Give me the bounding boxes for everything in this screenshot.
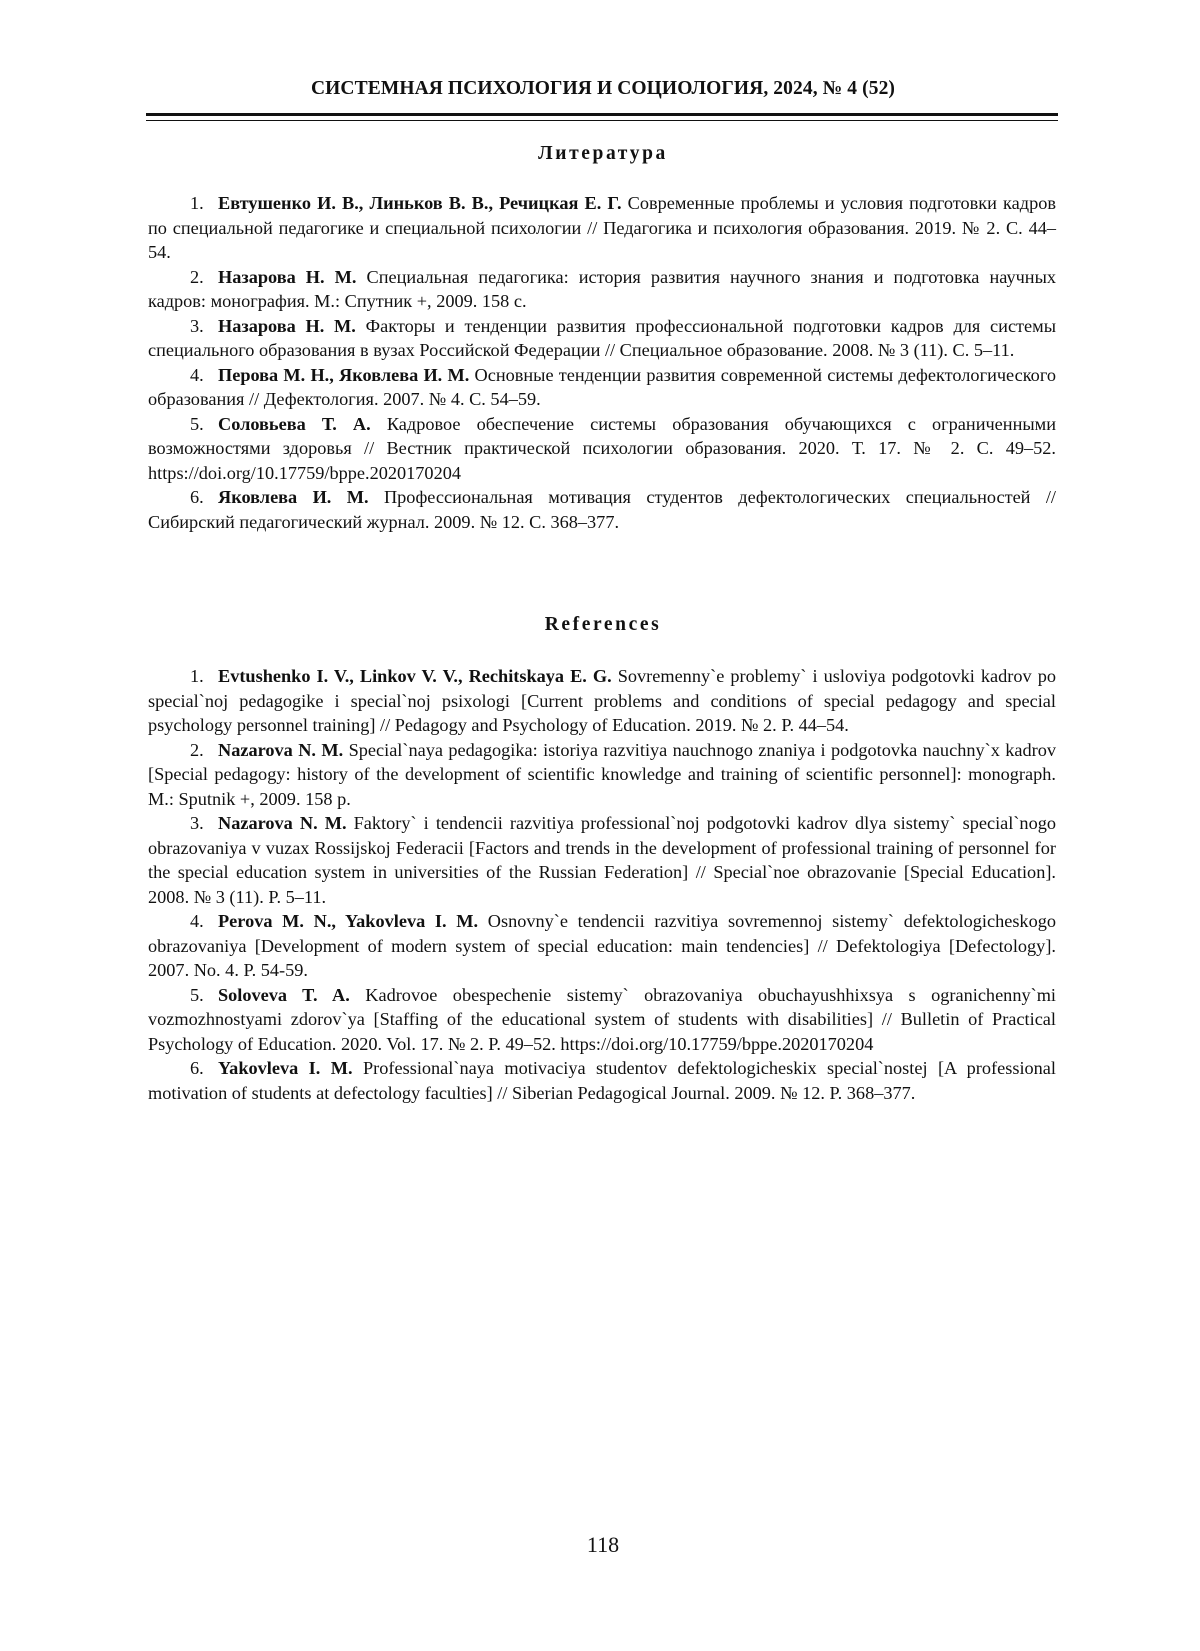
reference-item — [148, 412, 1056, 486]
reference-item — [148, 363, 1056, 412]
reference-text: Основные тенденции развития современной системы дефектологического образования // Дефектология. 2007. № 4. С. 54–59. — [148, 365, 1056, 410]
reference-text: Профессиональная мотивация студентов дефектологических специальностей // Сибирский педагогический журнал. 2009. № 12. С. 368–377. — [148, 487, 1056, 532]
reference-text: Faktory` i tendencii razvitiya professional`noj podgotovki kadrov dlya sistemy` special`nogo obrazovaniya v vuzax Rossijskoj Federacii [Factors and trends in the development of professional training of personnel for the special education system in universities of the Russian Federation] // Special`noe obrazovanie [Special Education]. 2008. № 3 (11). P. 5–11. — [148, 813, 1056, 907]
reference-authors: Perova M. N., Yakovleva I. M. — [218, 911, 478, 931]
reference-number: 3. — [190, 811, 218, 836]
literature-title: Литература — [148, 143, 1058, 165]
reference-number: 2. — [190, 265, 218, 290]
reference-item — [148, 265, 1056, 314]
reference-item — [148, 811, 1056, 909]
reference-authors: Евтушенко И. В., Линьков В. В., Речицкая Е. Г. — [218, 193, 622, 213]
reference-item — [148, 909, 1056, 983]
reference-authors: Перова М. Н., Яковлева И. М. — [218, 365, 469, 385]
literature-list — [148, 191, 1056, 534]
reference-authors: Nazarova N. M. — [218, 740, 343, 760]
reference-text: Факторы и тенденции развития профессиональной подготовки кадров для системы специального образования в вузах Российской Федерации // Специальное образование. 2008. № 3 (11). С. 5–11. — [148, 316, 1056, 361]
reference-number: 6. — [190, 485, 218, 510]
reference-number: 1. — [190, 664, 218, 689]
reference-text: Современные проблемы и условия подготовки кадров по специальной педагогике и специальной психологии // Педагогика и психология образования. 2019. № 2. С. 44–54. — [148, 193, 1056, 262]
reference-authors: Назарова Н. М. — [218, 316, 356, 336]
reference-text: Osnovny`e tendencii razvitiya sovremennoj sistemy` defektologicheskogo obrazovaniya [Development of modern system of special education: main tendencies] // Defektologiya [Defectology]. 2007. No. 4. P. 54-59. — [148, 911, 1056, 980]
reference-item — [148, 485, 1056, 534]
reference-item — [148, 738, 1056, 812]
reference-number: 6. — [190, 1056, 218, 1081]
reference-text: Professional`naya motivaciya studentov defektologicheskix special`nostej [A professional motivation of students at defectology faculties] // Siberian Pedagogical Journal. 2009. № 12. P. 368–377. — [148, 1058, 1056, 1103]
reference-text: Кадровое обеспечение системы образования обучающихся с ограниченными возможностями здоровья // Вестник практической психологии образования. 2020. Т. 17. № 2. С. 49–52. https://doi.org/10.17759/bppe.2020170204 — [148, 414, 1056, 483]
reference-authors: Назарова Н. М. — [218, 267, 356, 287]
header-rule-thick — [146, 113, 1058, 116]
page-number: 118 — [148, 1532, 1058, 1558]
reference-text: Sovremenny`e problemy` i usloviya podgotovki kadrov po special`noj pedagogike i special`noj psixologi [Current problems and conditions of special pedagogy and special psychology personnel training] // Pedagogy and Psychology of Education. 2019. № 2. P. 44–54. — [148, 666, 1056, 735]
reference-text: Специальная педагогика: история развития научного знания и подготовка научных кадров: монография. М.: Спутник +, 2009. 158 с. — [148, 267, 1056, 312]
reference-text: Kadrovoe obespechenie sistemy` obrazovaniya obuchayushhixsya s ogranichenny`mi vozmozhnostyami zdorov`ya [Staffing of the educational system of students with disabilities] // Bulletin of Practical Psychology of Education. 2020. Vol. 17. № 2. P. 49–52. https://doi.org/10.17759/bppe.2020170204 — [148, 985, 1056, 1054]
reference-number: 2. — [190, 738, 218, 763]
reference-number: 4. — [190, 363, 218, 388]
reference-number: 3. — [190, 314, 218, 339]
reference-item — [148, 314, 1056, 363]
reference-item — [148, 664, 1056, 738]
reference-authors: Nazarova N. M. — [218, 813, 347, 833]
reference-number: 1. — [190, 191, 218, 216]
header-rule-thin — [146, 120, 1058, 121]
reference-authors: Evtushenko I. V., Linkov V. V., Rechitskaya E. G. — [218, 666, 612, 686]
reference-authors: Soloveva T. A. — [218, 985, 350, 1005]
journal-header: СИСТЕМНАЯ ПСИХОЛОГИЯ И СОЦИОЛОГИЯ, 2024, № 4 (52) — [148, 78, 1058, 100]
journal-page — [0, 0, 1200, 1651]
reference-authors: Yakovleva I. M. — [218, 1058, 353, 1078]
reference-item — [148, 191, 1056, 265]
reference-number: 5. — [190, 412, 218, 437]
reference-text: Special`naya pedagogika: istoriya razvitiya nauchnogo znaniya i podgotovka nauchny`x kadrov [Special pedagogy: history of the development of scientific knowledge and training of scientific personnel]: monograph. M.: Sputnik +, 2009. 158 p. — [148, 740, 1056, 809]
reference-authors: Соловьева Т. А. — [218, 414, 371, 434]
reference-authors: Яковлева И. М. — [218, 487, 369, 507]
reference-item — [148, 983, 1056, 1057]
references-list — [148, 664, 1056, 1105]
reference-item — [148, 1056, 1056, 1105]
reference-number: 4. — [190, 909, 218, 934]
reference-number: 5. — [190, 983, 218, 1008]
references-title: References — [148, 614, 1058, 636]
